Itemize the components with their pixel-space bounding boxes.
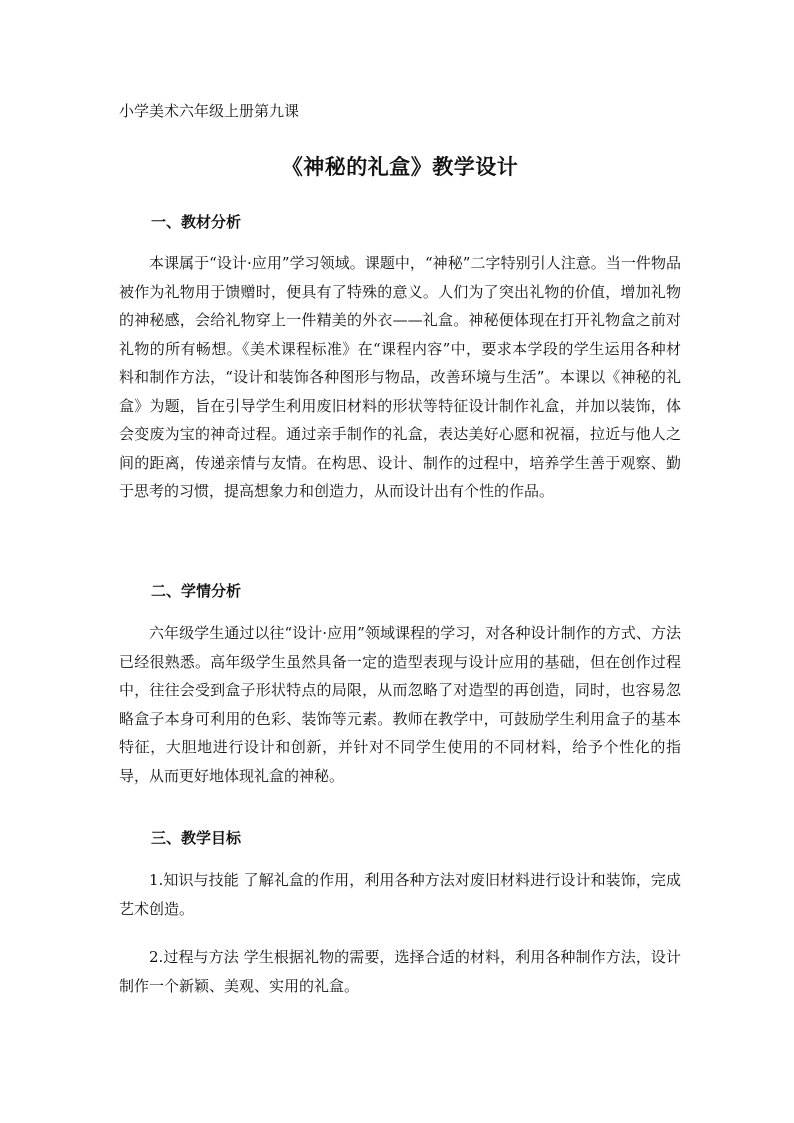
section-heading-teaching-goals: 三、教学目标 [151, 829, 242, 847]
section-heading-textbook-analysis: 一、教材分析 [151, 213, 242, 231]
document-title: 《神秘的礼盒》教学设计 [281, 154, 519, 179]
paragraph-textbook-analysis: 本课属于“设计·应用”学习领域。课题中，“神秘”二字特别引人注意。当一件物品被作为礼物用于馈赠时，便具有了特殊的意义。人们为了突出礼物的价值，增加礼物的神秘感，会给礼物穿上一件精美的外衣——礼盒。神秘便体现在打开礼物盒之前对礼物的所有畅想。《美术课程标准》在“课程内容”中，要求本学段的学生运用各种材料和制作方法，“设计和装饰各种图形与物品，改善环境与生活”。本课以《神秘的礼盒》为题，旨在引导学生利用废旧材料的形状等特征设计制作礼盒，并加以装饰，体会变废为宝的神奇过程。通过亲手制作的礼盒，表达美好心愿和祝福，拉近与他人之间的距离，传递亲情与友情。在构思、设计、制作的过程中，培养学生善于观察、勤于思考的习惯，提高想象力和创造力，从而设计出有个性的作品。 [119, 254, 681, 500]
lesson-header: 小学美术六年级上册第九课 [119, 102, 300, 120]
section-heading-student-analysis: 二、学情分析 [151, 582, 242, 600]
paragraph-goal-process-methods: 2.过程与方法 学生根据礼物的需要，选择合适的材料，利用各种制作方法，设计制作一个新颖、美观、实用的礼盒。 [119, 948, 681, 995]
paragraph-student-analysis: 六年级学生通过以往“设计·应用”领域课程的学习，对各种设计制作的方式、方法已经很熟悉。高年级学生虽然具备一定的造型表现与设计应用的基础，但在创作过程中，往往会受到盒子形状特点的局限，从而忽略了对造型的再创造，同时，也容易忽略盒子本身可利用的色彩、装饰等元素。教师在教学中，可鼓励学生利用盒子的基本特征，大胆地进行设计和创新，并针对不同学生使用的不同材料，给予个性化的指导，从而更好地体现礼盒的神秘。 [119, 624, 681, 785]
paragraph-goal-knowledge-skills: 1.知识与技能 了解礼盒的作用，利用各种方法对废旧材料进行设计和装饰，完成艺术创造。 [119, 871, 681, 918]
